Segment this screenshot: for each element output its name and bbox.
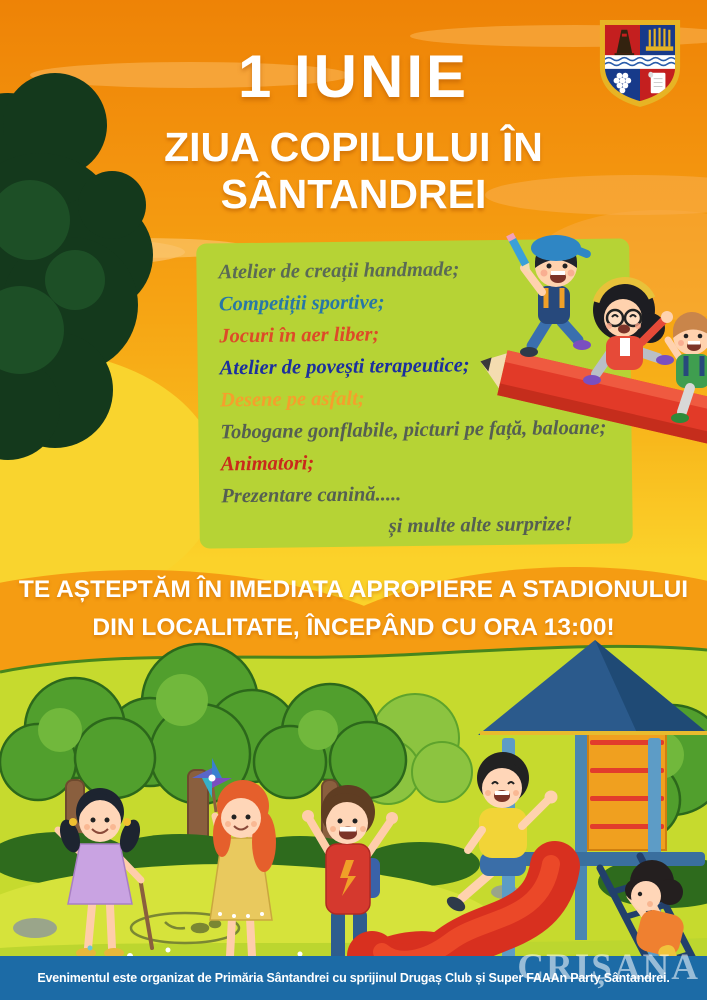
invitation-text xyxy=(15,571,692,647)
pencil-boy-blue-cap xyxy=(506,233,592,357)
activity-item: și multe alte surprize! xyxy=(388,513,573,538)
pencil-girl-glasses xyxy=(583,279,674,385)
invitation-line-1: TE AȘTEPTĂM ÎN IMEDIATA APROPIERE A STADIONULUI xyxy=(18,576,689,603)
page-title: 1 IUNIE xyxy=(237,43,470,110)
santandrei-coat-of-arms xyxy=(596,16,684,110)
subtitle-line-2: SÂNTANDREI xyxy=(220,171,487,217)
activity-item: Prezentare canină..... xyxy=(221,483,402,508)
footer-text: Evenimentul este organizat de Primăria Sântandrei cu sprijinul Drugaș Club și Super FAAAn Party Sântandrei. xyxy=(37,971,670,985)
kids-on-pencil-illustration xyxy=(476,228,707,450)
activity-item: Atelier de creații handmade; xyxy=(218,258,460,284)
activity-item: Jocuri în aer liber; xyxy=(219,323,380,348)
playground-scene-illustration xyxy=(0,630,707,1000)
activity-item: Competiții sportive; xyxy=(218,291,385,316)
activity-item: Tobogane gonflabile, picturi pe față, baloane; xyxy=(220,416,607,444)
activity-item: Desene pe asfalt; xyxy=(219,387,365,412)
activity-item: Atelier de povești terapeutice; xyxy=(219,354,470,380)
invitation-line-2: DIN LOCALITATE, ÎNCEPÂND CU ORA 13:00! xyxy=(92,614,615,641)
crisana-watermark: CRIȘANA xyxy=(517,947,700,988)
activity-item: Animatori; xyxy=(220,452,315,476)
page-subtitle xyxy=(0,124,707,218)
subtitle-line-1: ZIUA COPILULUI ÎN xyxy=(164,124,543,170)
